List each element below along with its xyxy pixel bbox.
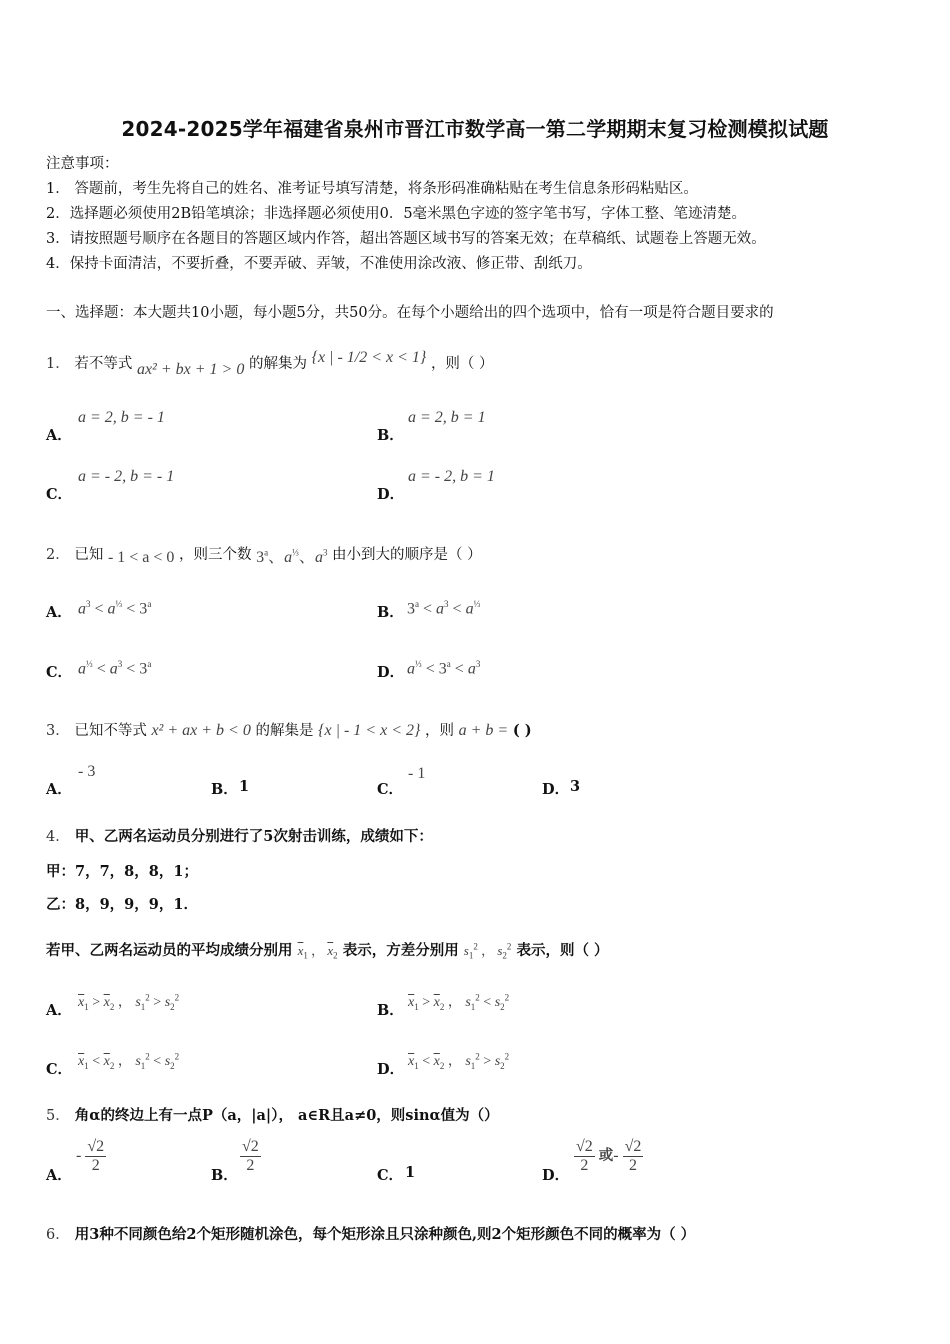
note-item-2: 2．选择题必须使用2B铅笔填涂；非选择题必须使用0．5毫米黑色字迹的签字笔书写，字体工整、笔迹清楚。 bbox=[46, 206, 747, 222]
question-1: 1． 若不等式 ax² + bx + 1 > 0 的解集为 {x | - 1/2 < x < 1} ，则（ ） bbox=[46, 349, 494, 378]
option-label-d: D． bbox=[377, 664, 405, 681]
option-label-a: A． bbox=[46, 604, 72, 621]
math-variances: $s_1^2$ ， $s_2^2$ bbox=[463, 941, 512, 961]
option-label-c: C． bbox=[46, 664, 73, 681]
option-label-c: C． bbox=[46, 486, 73, 503]
math-expression: a + b = bbox=[458, 722, 509, 739]
question-5: 5． 角α的终边上有一点P（a，|a|）， a∈R且a≠0，则sinα值为（） bbox=[46, 1107, 499, 1124]
question-4-ask: 若甲、乙两名运动员的平均成绩分别用 $\overline{x}_1$ ， $\overline{x}_2$ 表示，方差分别用 $s_1^2$ ， $s_2^2$ 表示，则（ ） bbox=[46, 941, 609, 961]
option-c: a = - 2, b = - 1 bbox=[78, 468, 175, 485]
option-label-d: D． bbox=[542, 781, 570, 798]
option-a: $\overline{x}_1 > \overline{x}_2$ ， $s_1^2 > s_2^2$ bbox=[78, 992, 180, 1012]
option-c: $\overline{x}_1 < \overline{x}_2$ ， $s_1^2 < s_2^2$ bbox=[78, 1051, 180, 1071]
option-d: 3 bbox=[570, 778, 581, 795]
notes-heading: 注意事项： bbox=[46, 156, 119, 172]
option-a: a = 2, b = - 1 bbox=[78, 409, 165, 426]
score-yi: 乙：8，9，9，9，1． bbox=[46, 896, 198, 913]
math-solution-set: {x | - 1 < x < 2} bbox=[318, 722, 421, 739]
option-label-b: B． bbox=[211, 781, 238, 798]
option-c: $a^{\frac{1}{3}} < a^3 < 3^a$ bbox=[78, 659, 152, 678]
option-c: 1 bbox=[405, 1164, 416, 1181]
note-item-1: 1． 答题前，考生先将自己的姓名、准考证号填写清楚，将条形码准确粘贴在考生信息条形码粘贴区。 bbox=[46, 181, 698, 197]
option-label-b: B． bbox=[211, 1167, 238, 1184]
math-solution-set: {x | - 1/2 < x < 1} bbox=[311, 349, 427, 366]
option-a: $a^3 < a^{\frac{1}{3}} < 3^a$ bbox=[78, 599, 152, 618]
option-d: a = - 2, b = 1 bbox=[408, 468, 495, 485]
option-label-d: D． bbox=[377, 486, 405, 503]
option-b: a = 2, b = 1 bbox=[408, 409, 486, 426]
option-label-b: B． bbox=[377, 427, 404, 444]
question-4: 4． 甲、乙两名运动员分别进行了5次射击训练，成绩如下： bbox=[46, 828, 433, 845]
option-d: $\overline{x}_1 < \overline{x}_2$ ， $s_1^2 > s_2^2$ bbox=[408, 1051, 510, 1071]
option-label-d: D． bbox=[377, 1061, 405, 1078]
option-b: 1 bbox=[239, 778, 250, 795]
option-label-a: A． bbox=[46, 1002, 72, 1019]
question-6: 6． 用3种不同颜色给2个矩形随机涂色，每个矩形涂且只涂种颜色,则2个矩形颜色不同的概率为（ ） bbox=[46, 1226, 696, 1243]
option-a: - $\frac{√2}{2}$ bbox=[76, 1138, 105, 1174]
option-label-c: C． bbox=[377, 781, 404, 798]
option-b: $3^a < a^3 < a^{\frac{1}{3}}$ bbox=[407, 599, 481, 618]
option-label-a: A． bbox=[46, 427, 72, 444]
math-three-numbers: 3$^a$、$a^{\frac{1}{3}}$、$a^3$ bbox=[256, 547, 328, 566]
option-d: $\frac{√2}{2}$ 或- $\frac{√2}{2}$ bbox=[576, 1138, 642, 1174]
note-item-4: 4．保持卡面清洁，不要折叠，不要弄破、弄皱，不准使用涂改液、修正带、刮纸刀。 bbox=[46, 256, 592, 272]
math-inequality: x² + ax + b < 0 bbox=[151, 722, 251, 739]
option-label-d: D． bbox=[542, 1167, 570, 1184]
option-a: - 3 bbox=[78, 763, 96, 780]
option-label-c: C． bbox=[46, 1061, 73, 1078]
option-label-c: C． bbox=[377, 1167, 404, 1184]
option-b: $\overline{x}_1 > \overline{x}_2$ ， $s_1^2 < s_2^2$ bbox=[408, 992, 510, 1012]
math-condition: - 1 < a < 0 bbox=[107, 549, 175, 566]
section-heading: 一、选择题：本大题共10小题，每小题5分，共50分。在每个小题给出的四个选项中，恰有一项是符合题目要求的 bbox=[46, 305, 774, 321]
question-2: 2． 已知 - 1 < a < 0 ，则三个数 3$^a$、$a^{\frac{1}{3}}$、$a^3$ 由小到大的顺序是（ ） bbox=[46, 547, 482, 566]
question-3: 3． 已知不等式 x² + ax + b < 0 的解集是 {x | - 1 < x < 2} ，则 a + b = ( ) bbox=[46, 722, 532, 739]
option-b: $\frac{√2}{2}$ bbox=[242, 1138, 259, 1174]
option-label-a: A． bbox=[46, 1167, 72, 1184]
math-means: $\overline{x}_1$ ， $\overline{x}_2$ bbox=[297, 943, 338, 961]
option-label-b: B． bbox=[377, 604, 404, 621]
option-label-b: B． bbox=[377, 1002, 404, 1019]
option-d: $a^{\frac{1}{3}} < 3^a < a^3$ bbox=[407, 659, 481, 678]
option-label-a: A． bbox=[46, 781, 72, 798]
option-c: - 1 bbox=[408, 765, 426, 782]
page-title: 2024-2025学年福建省泉州市晋江市数学高一第二学期期末复习检测模拟试题 bbox=[121, 117, 829, 141]
note-item-3: 3．请按照题号顺序在各题目的答题区域内作答，超出答题区域书写的答案无效；在草稿纸、试题卷上答题无效。 bbox=[46, 231, 766, 247]
question-number: 1． bbox=[46, 356, 70, 372]
math-inequality: ax² + bx + 1 > 0 bbox=[136, 361, 245, 378]
score-jia: 甲：7，7，8，8，1； bbox=[46, 863, 198, 880]
